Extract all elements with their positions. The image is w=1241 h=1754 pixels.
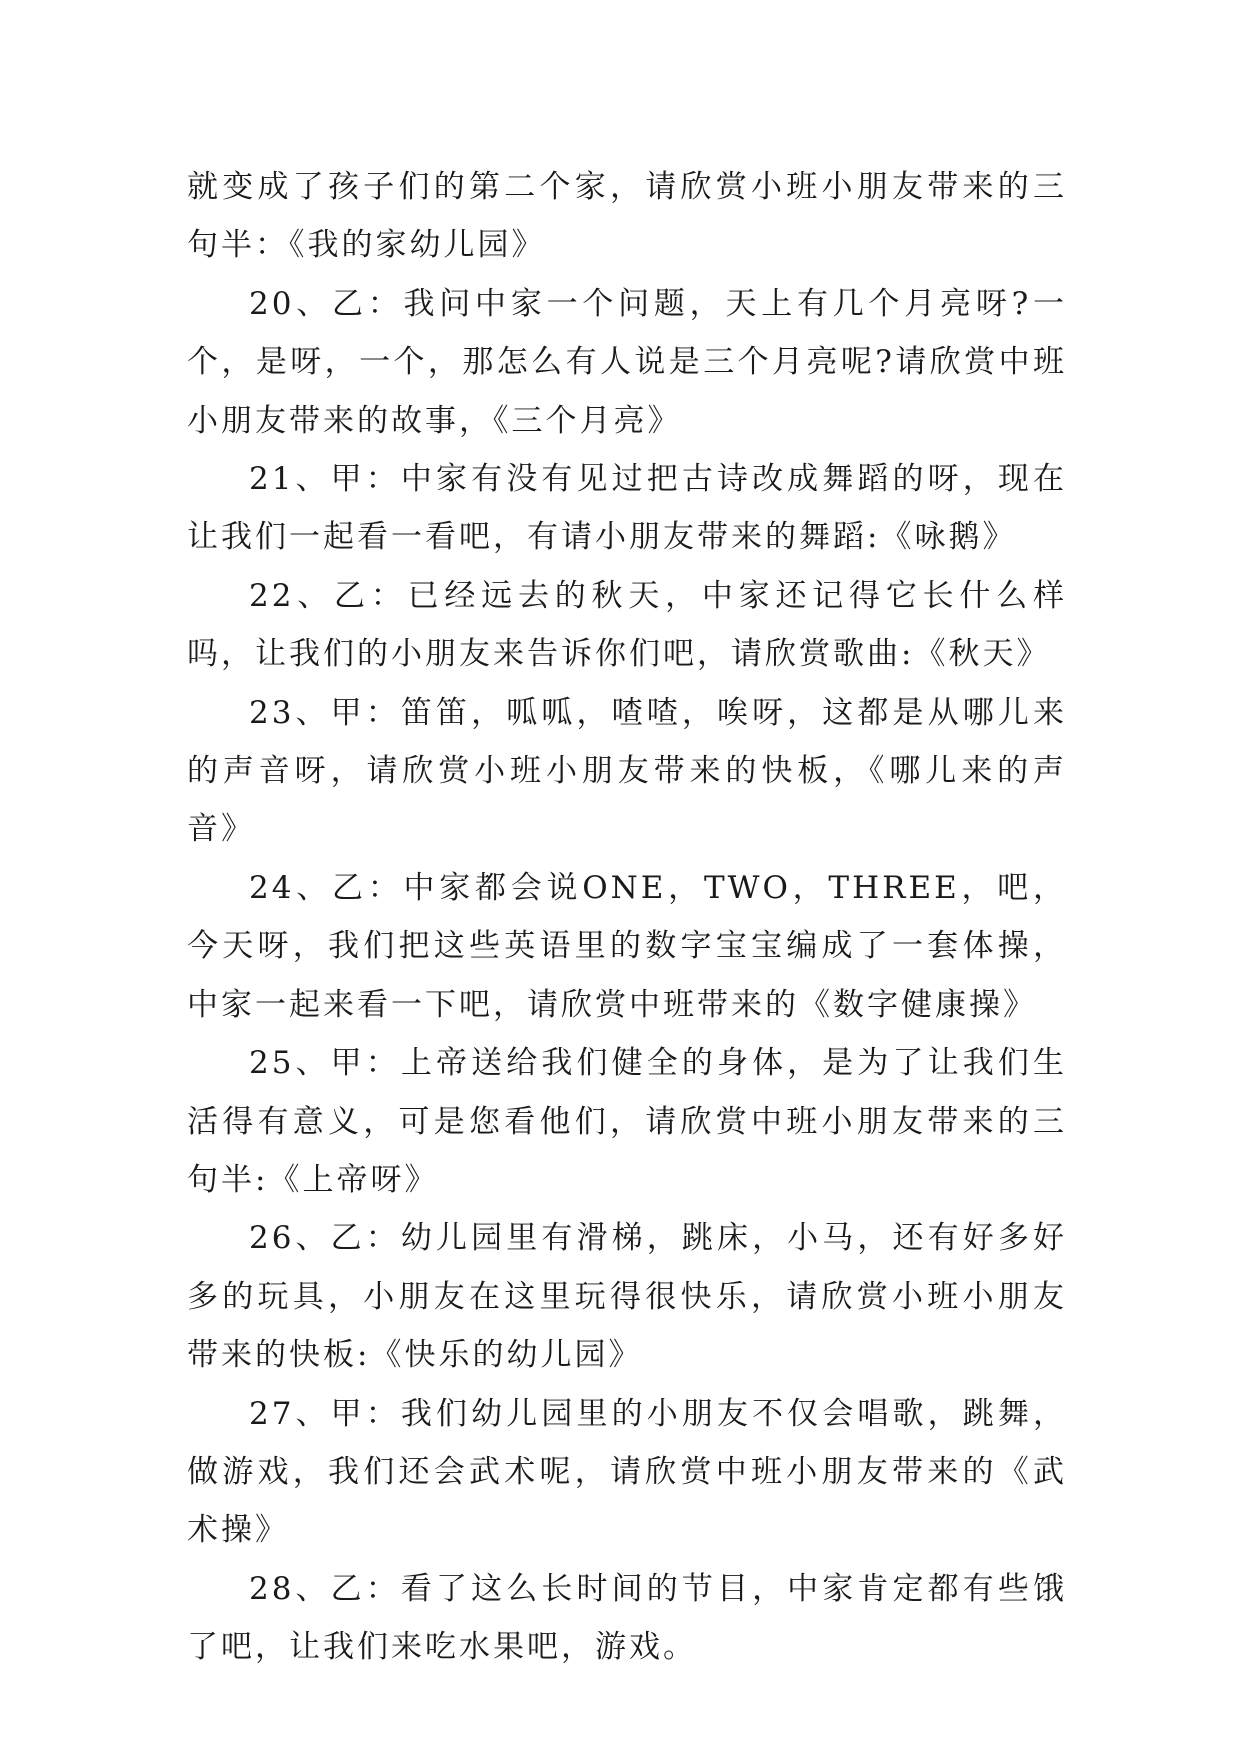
paragraph-20: 20、乙：我问中家一个问题，天上有几个月亮呀?一个，是呀，一个，那怎么有人说是三个月亮呢?请欣赏中班小朋友带来的故事，《三个月亮》 bbox=[187, 285, 1067, 439]
paragraph-25: 25、甲：上帝送给我们健全的身体，是为了让我们生活得有意义，可是您看他们，请欣赏中班小朋友带来的三句半:《上帝呀》 bbox=[187, 1045, 1067, 1198]
paragraph-26: 26、乙：幼儿园里有滑梯，跳床，小马，还有好多好多的玩具，小朋友在这里玩得很快乐，请欣赏小班小朋友带来的快板:《快乐的幼儿园》 bbox=[187, 1220, 1067, 1374]
paragraph-28: 28、乙：看了这么长时间的节目，中家肯定都有些饿了吧，让我们来吃水果吧，游戏。 bbox=[187, 1570, 1067, 1666]
paragraph-23: 23、甲：笛笛，呱呱，喳喳，唉呀，这都是从哪儿来的声音呀，请欣赏小班小朋友带来的快板，《哪儿来的声音》 bbox=[187, 694, 1067, 848]
document-body bbox=[187, 158, 1067, 1677]
paragraph-24: 24、乙：中家都会说ONE，TWO，THREE，吧，今天呀，我们把这些英语里的数字宝宝编成了一套体操，中家一起来看一下吧，请欣赏中班带来的《数字健康操》 bbox=[187, 869, 1067, 1023]
paragraph-21: 21、甲：中家有没有见过把古诗改成舞蹈的呀，现在让我们一起看一看吧，有请小朋友带来的舞蹈:《咏鹅》 bbox=[187, 461, 1067, 556]
paragraph-22: 22、乙：已经远去的秋天，中家还记得它长什么样吗，让我们的小朋友来告诉你们吧，请欣赏歌曲:《秋天》 bbox=[187, 577, 1067, 673]
paragraph-27: 27、甲：我们幼儿园里的小朋友不仅会唱歌，跳舞，做游戏，我们还会武术呢，请欣赏中班小朋友带来的《武术操》 bbox=[187, 1395, 1067, 1549]
paragraph-1: 就变成了孩子们的第二个家，请欣赏小班小朋友带来的三句半：《我的家幼儿园》 bbox=[187, 169, 1067, 264]
